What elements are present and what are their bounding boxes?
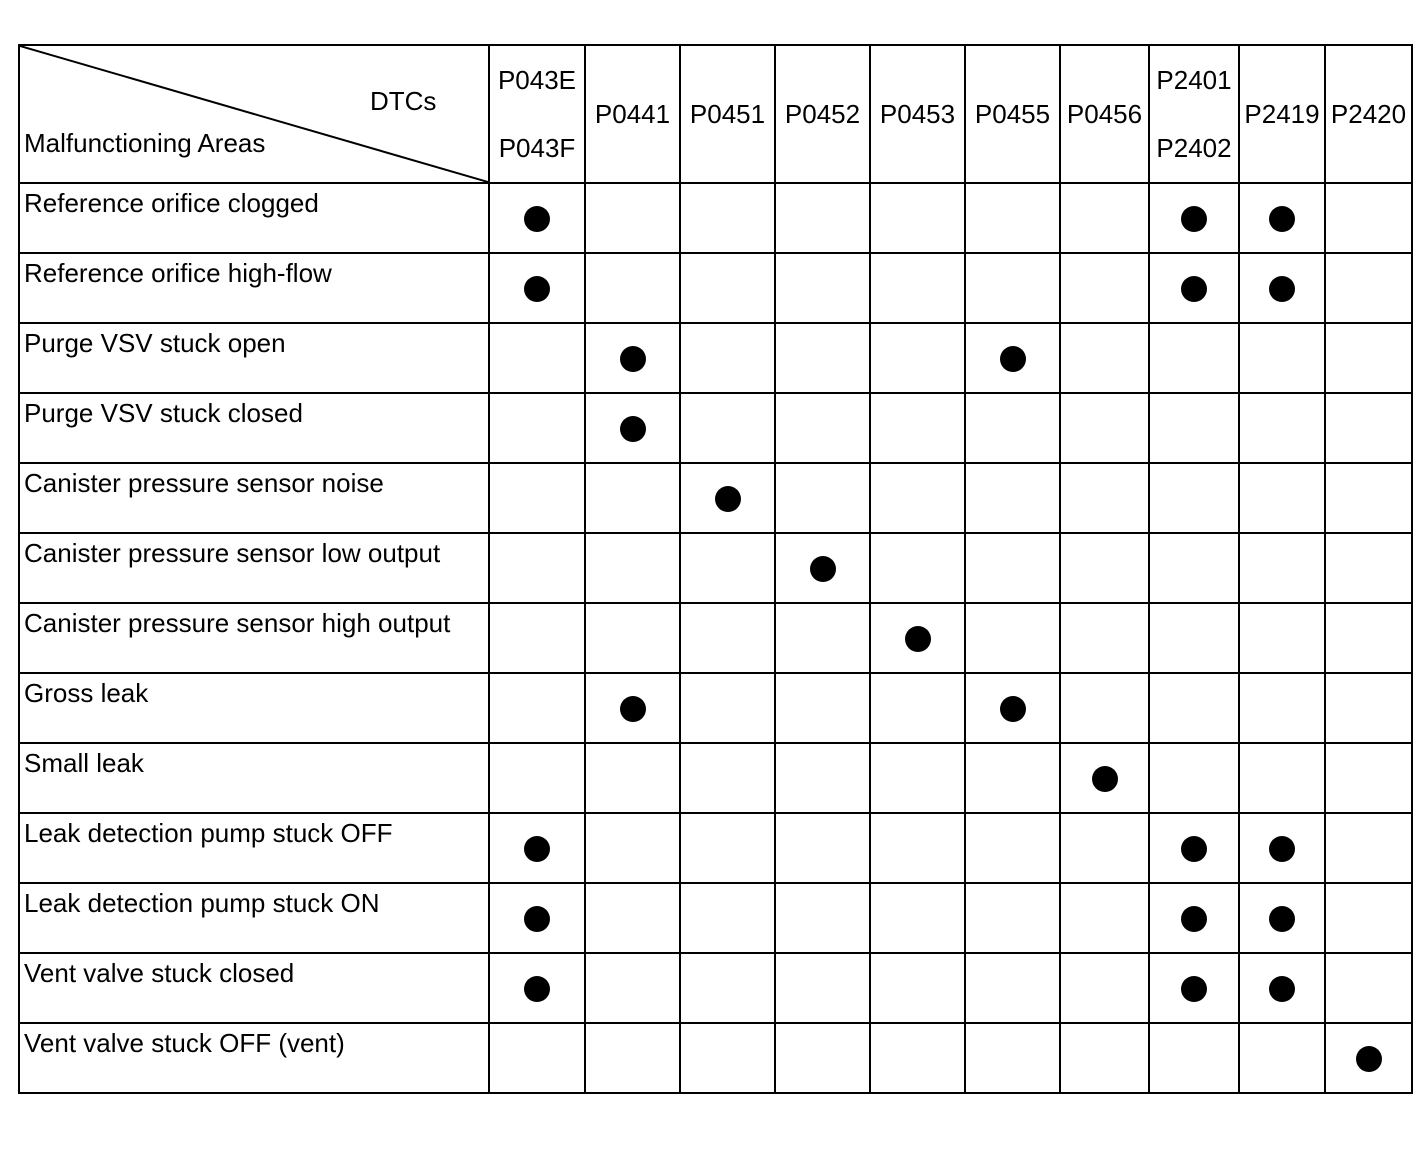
mark-cell <box>870 603 965 673</box>
dtc-malfunction-table <box>18 44 1413 1094</box>
mark-cell <box>585 463 680 533</box>
mark-cell <box>775 813 870 883</box>
mark-cell <box>1149 883 1239 953</box>
malfunction-area-label: Vent valve stuck OFF (vent) <box>24 1028 345 1058</box>
dtc-column-header <box>1325 45 1412 183</box>
malfunction-area-cell <box>19 533 489 603</box>
mark-cell <box>489 183 585 253</box>
mark-cell <box>870 743 965 813</box>
malfunction-area-label: Canister pressure sensor noise <box>24 468 384 498</box>
mark-cell <box>1325 743 1412 813</box>
mark-cell <box>965 603 1060 673</box>
table-row <box>19 813 1412 883</box>
table-row <box>19 183 1412 253</box>
dtc-code: P0441 <box>594 99 671 129</box>
dtc-code: P043E <box>497 65 577 95</box>
mark-cell <box>489 1023 585 1093</box>
mark-cell <box>1325 533 1412 603</box>
mark-cell <box>1149 253 1239 323</box>
mark-cell <box>585 813 680 883</box>
table-row <box>19 673 1412 743</box>
malfunction-area-cell <box>19 813 489 883</box>
mark-cell <box>870 323 965 393</box>
malfunction-area-cell <box>19 603 489 673</box>
mark-cell <box>585 953 680 1023</box>
mark-cell <box>1060 1023 1149 1093</box>
mark-cell <box>1060 393 1149 463</box>
dtc-code: P2401 <box>1156 65 1232 95</box>
mark-cell <box>775 743 870 813</box>
filled-circle-icon <box>620 696 646 722</box>
dtc-code: P2402 <box>1156 133 1232 163</box>
filled-circle-icon <box>524 836 550 862</box>
filled-circle-icon <box>1269 976 1295 1002</box>
mark-cell <box>680 603 775 673</box>
mark-cell <box>870 463 965 533</box>
malfunction-area-cell <box>19 463 489 533</box>
mark-cell <box>965 183 1060 253</box>
malfunction-area-cell <box>19 253 489 323</box>
mark-cell <box>1239 463 1325 533</box>
mark-cell <box>1149 603 1239 673</box>
dtc-column-header <box>870 45 965 183</box>
filled-circle-icon <box>1181 276 1207 302</box>
malfunction-area-label: Leak detection pump stuck OFF <box>24 818 393 848</box>
mark-cell <box>1239 253 1325 323</box>
mark-cell <box>489 743 585 813</box>
filled-circle-icon <box>1181 906 1207 932</box>
dtc-column-header <box>680 45 775 183</box>
table-row <box>19 603 1412 673</box>
mark-cell <box>585 603 680 673</box>
mark-cell <box>870 953 965 1023</box>
mark-cell <box>870 393 965 463</box>
mark-cell <box>489 463 585 533</box>
filled-circle-icon <box>524 276 550 302</box>
malfunctioning-areas-label: Malfunctioning Areas <box>24 128 266 158</box>
mark-cell <box>489 533 585 603</box>
mark-cell <box>965 883 1060 953</box>
filled-circle-icon <box>1092 766 1118 792</box>
mark-cell <box>489 883 585 953</box>
mark-cell <box>680 253 775 323</box>
mark-cell <box>1325 253 1412 323</box>
mark-cell <box>775 1023 870 1093</box>
mark-cell <box>1060 813 1149 883</box>
mark-cell <box>775 533 870 603</box>
table-row <box>19 743 1412 813</box>
mark-cell <box>585 323 680 393</box>
mark-cell <box>870 883 965 953</box>
dtc-code: P0451 <box>689 99 766 129</box>
mark-cell <box>775 393 870 463</box>
mark-cell <box>1149 813 1239 883</box>
mark-cell <box>680 393 775 463</box>
mark-cell <box>585 393 680 463</box>
mark-cell <box>489 323 585 393</box>
mark-cell <box>1325 1023 1412 1093</box>
filled-circle-icon <box>620 346 646 372</box>
mark-cell <box>775 673 870 743</box>
header-row <box>19 45 1412 183</box>
mark-cell <box>489 953 585 1023</box>
filled-circle-icon <box>1181 836 1207 862</box>
mark-cell <box>775 953 870 1023</box>
mark-cell <box>1239 323 1325 393</box>
filled-circle-icon <box>1000 346 1026 372</box>
dtc-column-header <box>489 45 585 183</box>
malfunction-area-label: Purge VSV stuck open <box>24 328 286 358</box>
mark-cell <box>680 813 775 883</box>
filled-circle-icon <box>1356 1046 1382 1072</box>
table-row <box>19 883 1412 953</box>
mark-cell <box>1060 603 1149 673</box>
mark-cell <box>1060 463 1149 533</box>
mark-cell <box>1149 743 1239 813</box>
filled-circle-icon <box>620 416 646 442</box>
mark-cell <box>585 743 680 813</box>
mark-cell <box>1239 533 1325 603</box>
mark-cell <box>870 673 965 743</box>
mark-cell <box>1149 1023 1239 1093</box>
table-body <box>19 183 1412 1093</box>
table-row <box>19 953 1412 1023</box>
mark-cell <box>775 603 870 673</box>
mark-cell <box>775 323 870 393</box>
table-row <box>19 463 1412 533</box>
mark-cell <box>1060 253 1149 323</box>
dtc-column-header <box>775 45 870 183</box>
malfunction-area-cell <box>19 1023 489 1093</box>
mark-cell <box>1149 533 1239 603</box>
malfunction-area-label: Canister pressure sensor high output <box>24 608 451 638</box>
malfunction-area-label: Reference orifice clogged <box>24 188 319 218</box>
filled-circle-icon <box>1000 696 1026 722</box>
mark-cell <box>1060 323 1149 393</box>
malfunction-area-label: Small leak <box>24 748 144 778</box>
mark-cell <box>1060 673 1149 743</box>
malfunction-area-cell <box>19 393 489 463</box>
malfunction-area-cell <box>19 743 489 813</box>
table-row <box>19 533 1412 603</box>
mark-cell <box>1325 463 1412 533</box>
dtcs-label: DTCs <box>370 86 437 116</box>
mark-cell <box>489 393 585 463</box>
filled-circle-icon <box>1269 206 1295 232</box>
mark-cell <box>680 673 775 743</box>
mark-cell <box>775 883 870 953</box>
mark-cell <box>1060 533 1149 603</box>
mark-cell <box>1149 673 1239 743</box>
mark-cell <box>680 953 775 1023</box>
mark-cell <box>489 253 585 323</box>
dtc-code: P0455 <box>974 99 1051 129</box>
malfunction-area-label: Vent valve stuck closed <box>24 958 295 988</box>
mark-cell <box>965 253 1060 323</box>
mark-cell <box>775 253 870 323</box>
mark-cell <box>1325 813 1412 883</box>
dtc-code: P2419 <box>1244 99 1320 129</box>
malfunction-area-cell <box>19 183 489 253</box>
dtc-code: P043F <box>498 133 576 163</box>
mark-cell <box>775 183 870 253</box>
mark-cell <box>1239 183 1325 253</box>
mark-cell <box>585 253 680 323</box>
mark-cell <box>1060 883 1149 953</box>
mark-cell <box>965 743 1060 813</box>
mark-cell <box>870 253 965 323</box>
table-row <box>19 253 1412 323</box>
mark-cell <box>489 813 585 883</box>
filled-circle-icon <box>810 556 836 582</box>
malfunction-area-label: Leak detection pump stuck ON <box>24 888 380 918</box>
malfunction-area-label: Purge VSV stuck closed <box>24 398 303 428</box>
mark-cell <box>680 533 775 603</box>
filled-circle-icon <box>524 206 550 232</box>
mark-cell <box>1325 323 1412 393</box>
mark-cell <box>1325 673 1412 743</box>
filled-circle-icon <box>1269 906 1295 932</box>
table-row <box>19 393 1412 463</box>
mark-cell <box>680 463 775 533</box>
mark-cell <box>680 883 775 953</box>
filled-circle-icon <box>715 486 741 512</box>
mark-cell <box>489 673 585 743</box>
mark-cell <box>1325 883 1412 953</box>
mark-cell <box>1239 603 1325 673</box>
filled-circle-icon <box>1181 206 1207 232</box>
mark-cell <box>1060 183 1149 253</box>
mark-cell <box>1149 953 1239 1023</box>
mark-cell <box>870 813 965 883</box>
filled-circle-icon <box>524 906 550 932</box>
filled-circle-icon <box>1269 276 1295 302</box>
dtc-code: P0453 <box>879 99 956 129</box>
dtc-column-header <box>1060 45 1149 183</box>
dtc-column-header <box>965 45 1060 183</box>
malfunction-area-label: Reference orifice high-flow <box>24 258 332 288</box>
dtc-column-header <box>1149 45 1239 183</box>
mark-cell <box>489 603 585 673</box>
mark-cell <box>585 673 680 743</box>
mark-cell <box>775 463 870 533</box>
malfunction-area-cell <box>19 323 489 393</box>
mark-cell <box>1239 1023 1325 1093</box>
filled-circle-icon <box>524 976 550 1002</box>
mark-cell <box>965 533 1060 603</box>
mark-cell <box>965 463 1060 533</box>
mark-cell <box>1149 463 1239 533</box>
mark-cell <box>585 183 680 253</box>
mark-cell <box>1239 883 1325 953</box>
mark-cell <box>680 743 775 813</box>
table-row <box>19 1023 1412 1093</box>
mark-cell <box>1149 183 1239 253</box>
malfunction-area-cell <box>19 953 489 1023</box>
mark-cell <box>1149 323 1239 393</box>
filled-circle-icon <box>905 626 931 652</box>
dtc-code: P2420 <box>1330 99 1407 129</box>
mark-cell <box>965 1023 1060 1093</box>
mark-cell <box>1149 393 1239 463</box>
mark-cell <box>1325 603 1412 673</box>
mark-cell <box>965 323 1060 393</box>
mark-cell <box>870 183 965 253</box>
dtc-column-header <box>1239 45 1325 183</box>
filled-circle-icon <box>1269 836 1295 862</box>
mark-cell <box>585 533 680 603</box>
mark-cell <box>1239 673 1325 743</box>
dtc-code: P0452 <box>784 99 861 129</box>
dtc-column-header <box>585 45 680 183</box>
mark-cell <box>585 1023 680 1093</box>
mark-cell <box>680 1023 775 1093</box>
malfunction-area-label: Canister pressure sensor low output <box>24 538 441 568</box>
header-corner-cell <box>19 45 489 183</box>
malfunction-area-label: Gross leak <box>24 678 149 708</box>
mark-cell <box>965 673 1060 743</box>
table-row <box>19 323 1412 393</box>
mark-cell <box>965 813 1060 883</box>
mark-cell <box>965 393 1060 463</box>
mark-cell <box>680 323 775 393</box>
mark-cell <box>870 533 965 603</box>
mark-cell <box>1060 953 1149 1023</box>
malfunction-area-cell <box>19 883 489 953</box>
dtc-code: P0456 <box>1066 99 1143 129</box>
mark-cell <box>1325 393 1412 463</box>
mark-cell <box>1239 743 1325 813</box>
mark-cell <box>1239 953 1325 1023</box>
filled-circle-icon <box>1181 976 1207 1002</box>
mark-cell <box>1325 953 1412 1023</box>
mark-cell <box>870 1023 965 1093</box>
mark-cell <box>965 953 1060 1023</box>
mark-cell <box>585 883 680 953</box>
mark-cell <box>1239 393 1325 463</box>
mark-cell <box>1060 743 1149 813</box>
mark-cell <box>1325 183 1412 253</box>
mark-cell <box>680 183 775 253</box>
malfunction-area-cell <box>19 673 489 743</box>
mark-cell <box>1239 813 1325 883</box>
